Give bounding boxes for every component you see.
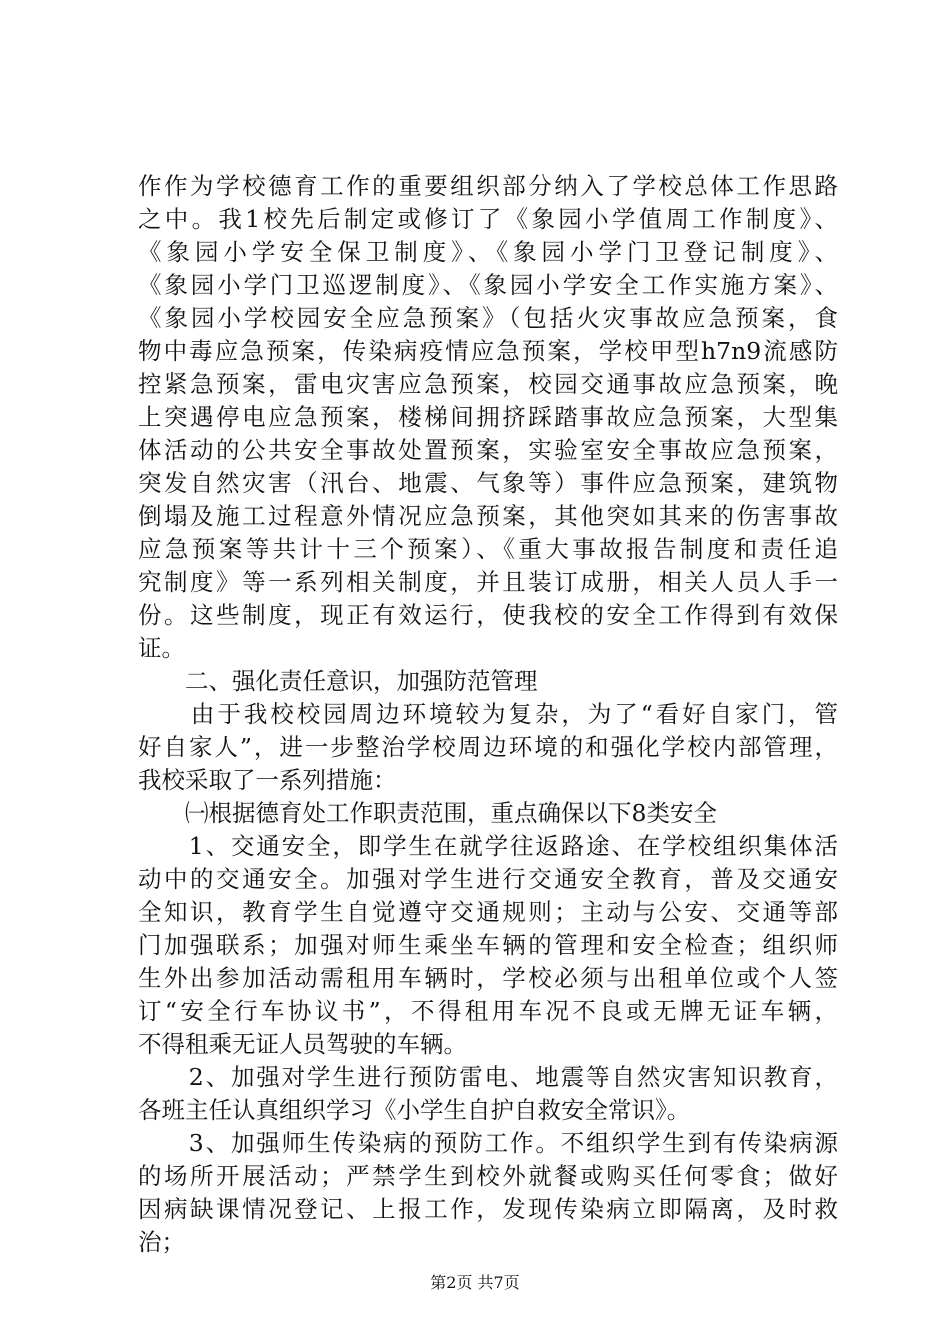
paragraph-line: 《象园小学校园安全应急预案》（包括火灾事故应急预案，食 bbox=[138, 304, 838, 332]
paragraph-line: 订“安全行车协议书”，不得租用车况不良或无牌无证车辆， bbox=[138, 997, 838, 1025]
paragraph-line: 不得租乘无证人员驾驶的车辆。 bbox=[138, 1030, 467, 1058]
paragraph-line: 我校采取了一系列措施： bbox=[138, 766, 397, 794]
paragraph-line: 2、加强对学生进行预防雷电、地震等自然灾害知识教育， bbox=[138, 1063, 838, 1091]
paragraph-line: 《象园小学安全保卫制度》、《象园小学门卫登记制度》、 bbox=[138, 238, 838, 266]
paragraph-line: 控紧急预案，雷电灾害应急预案，校园交通事故应急预案，晚 bbox=[138, 370, 838, 398]
paragraph-line: 突发自然灾害（汛台、地震、气象等）事件应急预案，建筑物 bbox=[138, 469, 838, 497]
section-heading: 二、强化责任意识，加强防范管理 bbox=[138, 667, 538, 695]
paragraph-line: 3、加强师生传染病的预防工作。不组织学生到有传染病源 bbox=[138, 1129, 838, 1157]
paragraph-line: 《象园小学门卫巡逻制度》、《象园小学安全工作实施方案》、 bbox=[138, 271, 838, 299]
paragraph-line: 全知识，教育学生自觉遵守交通规则；主动与公安、交通等部 bbox=[138, 898, 838, 926]
paragraph-line: 好自家人”，进一步整治学校周边环境的和强化学校内部管理， bbox=[138, 733, 838, 761]
paragraph-line: 各班主任认真组织学习《小学生自护自救安全常识》。 bbox=[138, 1096, 691, 1124]
paragraph-line: 倒塌及施工过程意外情况应急预案，其他突如其来的伤害事故 bbox=[138, 502, 838, 530]
page-footer: 第2页 共7页 bbox=[430, 1273, 520, 1292]
paragraph-line: 证。 bbox=[138, 634, 185, 662]
paragraph-line: 作作为学校德育工作的重要组织部分纳入了学校总体工作思路 bbox=[138, 172, 838, 200]
subsection-heading: ㈠根据德育处工作职责范围，重点确保以下8类安全 bbox=[138, 799, 717, 827]
paragraph-line: 因病缺课情况登记、上报工作，发现传染病立即隔离，及时救 bbox=[138, 1195, 838, 1223]
paragraph-line: 由于我校校园周边环境较为复杂，为了“看好自家门，管 bbox=[138, 700, 838, 728]
paragraph-line: 份。这些制度，现正有效运行，使我校的安全工作得到有效保 bbox=[138, 601, 838, 629]
document-body bbox=[138, 170, 838, 1259]
paragraph-line: 生外出参加活动需租用车辆时，学校必须与出租单位或个人签 bbox=[138, 964, 838, 992]
paragraph-line: 之中。我1校先后制定或修订了《象园小学值周工作制度》、 bbox=[138, 205, 838, 233]
paragraph-line: 的场所开展活动；严禁学生到校外就餐或购买任何零食；做好 bbox=[138, 1162, 838, 1190]
paragraph-line: 应急预案等共计十三个预案）、《重大事故报告制度和责任追 bbox=[138, 535, 838, 563]
paragraph-line: 上突遇停电应急预案，楼梯间拥挤踩踏事故应急预案，大型集 bbox=[138, 403, 838, 431]
paragraph-line: 究制度》等一系列相关制度，并且装订成册，相关人员人手一 bbox=[138, 568, 838, 596]
paragraph-line: 门加强联系；加强对师生乘坐车辆的管理和安全检查；组织师 bbox=[138, 931, 838, 959]
paragraph-line: 物中毒应急预案，传染病疫情应急预案，学校甲型h7n9流感防 bbox=[138, 337, 838, 365]
paragraph-line: 治； bbox=[138, 1228, 185, 1256]
paragraph-line: 体活动的公共安全事故处置预案，实验室安全事故应急预案， bbox=[138, 436, 838, 464]
paragraph-line: 动中的交通安全。加强对学生进行交通安全教育，普及交通安 bbox=[138, 865, 838, 893]
paragraph-line: 1、交通安全，即学生在就学往返路途、在学校组织集体活 bbox=[138, 832, 838, 860]
